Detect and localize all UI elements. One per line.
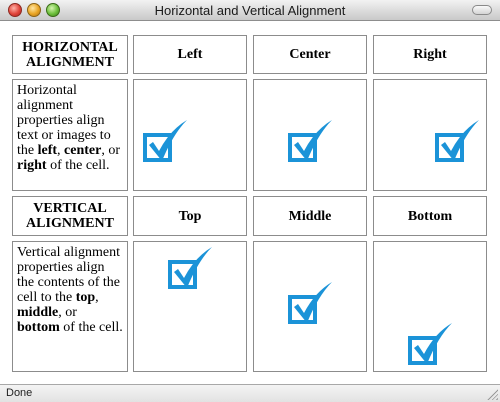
column-header-center-label: Center bbox=[289, 47, 331, 62]
keyword-middle: middle bbox=[17, 305, 59, 320]
column-header-bottom bbox=[373, 196, 487, 236]
window-title: Horizontal and Vertical Alignment bbox=[154, 3, 346, 18]
status-bar bbox=[0, 384, 500, 402]
keyword-top: top bbox=[75, 290, 96, 305]
cell-center-aligned bbox=[253, 79, 367, 191]
column-header-middle-label: Middle bbox=[288, 208, 332, 224]
keyword-left: left bbox=[37, 143, 58, 158]
toolbar-toggle-button[interactable] bbox=[472, 5, 492, 15]
checked-checkbox-icon bbox=[287, 118, 337, 164]
cell-middle-aligned bbox=[253, 241, 367, 372]
title-bar bbox=[0, 0, 500, 21]
keyword-right: right bbox=[17, 158, 47, 173]
resize-grip-icon[interactable] bbox=[487, 389, 498, 400]
column-header-top bbox=[133, 196, 247, 236]
checked-checkbox-icon bbox=[167, 245, 217, 291]
checked-checkbox-icon bbox=[287, 280, 337, 326]
status-text: Done bbox=[6, 387, 33, 399]
column-header-middle bbox=[253, 196, 367, 236]
horizontal-alignment-header-text: HORIZONTAL ALIGNMENT bbox=[22, 39, 118, 70]
column-header-top-label: Top bbox=[178, 208, 202, 224]
cell-top-aligned bbox=[133, 241, 247, 372]
vertical-alignment-header-text: VERTICAL ALIGNMENT bbox=[26, 201, 114, 231]
column-header-right bbox=[373, 35, 487, 74]
column-header-left bbox=[133, 35, 247, 74]
horizontal-alignment-header bbox=[12, 35, 128, 74]
checked-checkbox-icon bbox=[434, 118, 484, 164]
cell-right-aligned bbox=[373, 79, 487, 191]
vertical-alignment-header bbox=[12, 196, 128, 236]
vertical-alignment-description: Vertical alignment properties align the contents of the cell to the top, middle, or bottom of the cell. bbox=[12, 241, 128, 372]
checked-checkbox-icon bbox=[407, 321, 457, 367]
column-header-right-label: Right bbox=[413, 47, 447, 62]
cell-bottom-aligned bbox=[373, 241, 487, 372]
page-content bbox=[0, 22, 500, 384]
column-header-center bbox=[253, 35, 367, 74]
checked-checkbox-icon bbox=[142, 118, 192, 164]
column-header-bottom-label: Bottom bbox=[407, 208, 453, 224]
column-header-left-label: Left bbox=[177, 47, 203, 62]
keyword-bottom: bottom bbox=[17, 320, 60, 335]
horizontal-alignment-description: Horizontal alignment properties align text or images to the left, center, or right of the cell. bbox=[12, 79, 128, 191]
cell-left-aligned bbox=[133, 79, 247, 191]
keyword-center: center bbox=[64, 143, 102, 158]
